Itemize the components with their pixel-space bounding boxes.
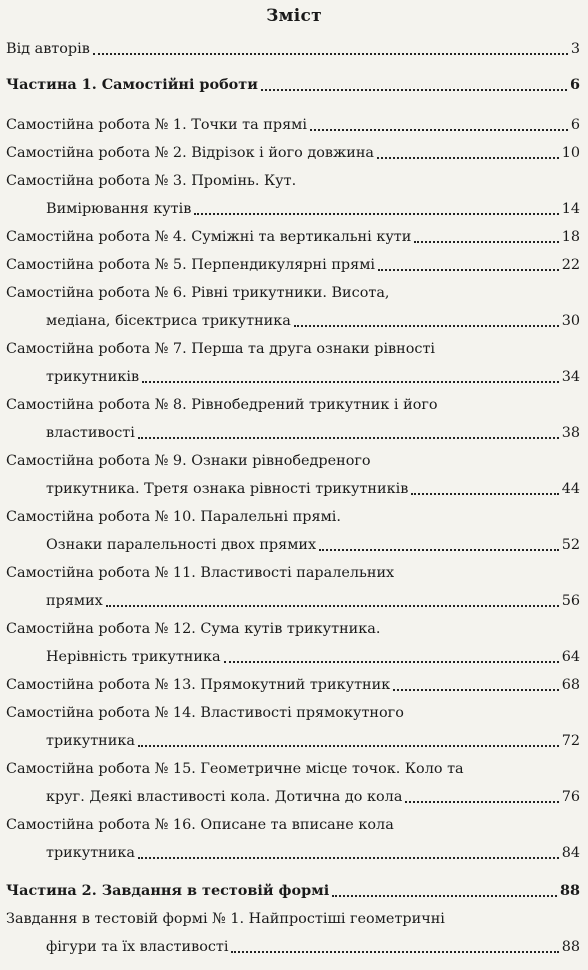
toc-entry-text: трикутників bbox=[46, 369, 140, 385]
toc-entry-text: Самостійна робота № 9. Ознаки рівнобедреного bbox=[6, 453, 371, 469]
toc-entry-text: Частина 1. Самостійні роботи bbox=[6, 76, 258, 93]
toc-entry-text: властивості bbox=[46, 425, 135, 441]
dot-leader bbox=[310, 128, 568, 131]
toc-entry bbox=[6, 880, 580, 902]
dot-leader bbox=[294, 324, 559, 327]
toc-entry bbox=[46, 366, 580, 388]
toc-entry bbox=[46, 422, 580, 444]
toc-entry-page: 56 bbox=[561, 593, 580, 609]
toc-entry-text: Самостійна робота № 1. Точки та прямі bbox=[6, 117, 307, 133]
toc-entry-text: медіана, бісектриса трикутника bbox=[46, 313, 291, 329]
toc-entry-page: 30 bbox=[561, 313, 580, 329]
toc-entry-text: Самостійна робота № 4. Суміжні та вертикальні кути bbox=[6, 229, 412, 245]
toc-entry-text: Самостійна робота № 6. Рівні трикутники. Висота, bbox=[6, 285, 390, 301]
dot-leader bbox=[224, 660, 559, 663]
toc-entry bbox=[6, 142, 580, 164]
dot-leader bbox=[138, 856, 559, 859]
dot-leader bbox=[138, 436, 559, 439]
toc-entry-page: 88 bbox=[561, 939, 580, 955]
toc-entry-text: фігури та їх властивості bbox=[46, 939, 229, 955]
toc-entry-page: 72 bbox=[561, 733, 580, 749]
toc-entry-page: 6 bbox=[569, 76, 580, 93]
dot-leader bbox=[405, 800, 558, 803]
toc-entry bbox=[46, 786, 580, 808]
toc-entry-text: Самостійна робота № 2. Відрізок і його довжина bbox=[6, 145, 374, 161]
toc-entry-text: Самостійна робота № 12. Сума кутів трикутника. bbox=[6, 621, 381, 637]
toc-entry-page: 14 bbox=[561, 201, 580, 217]
dot-leader bbox=[106, 604, 559, 607]
dot-leader bbox=[377, 156, 559, 159]
toc-entry bbox=[6, 74, 580, 96]
toc-entry bbox=[46, 310, 580, 332]
dot-leader bbox=[319, 548, 559, 551]
toc-entry-page: 38 bbox=[561, 425, 580, 441]
toc-entry-page: 64 bbox=[561, 649, 580, 665]
toc-entry bbox=[46, 730, 580, 752]
toc-entry-page: 44 bbox=[561, 481, 580, 497]
toc-entry bbox=[6, 114, 580, 136]
toc-entry bbox=[6, 226, 580, 248]
toc-entry-text: Самостійна робота № 8. Рівнобедрений трикутник і його bbox=[6, 397, 438, 413]
toc-entry bbox=[46, 936, 580, 958]
toc-entry-text: трикутника. Третя ознака рівності трикутників bbox=[46, 481, 409, 497]
toc-entry bbox=[6, 674, 580, 696]
toc-entry bbox=[46, 534, 580, 556]
toc-entry bbox=[46, 198, 580, 220]
toc-entry-text: Самостійна робота № 3. Промінь. Кут. bbox=[6, 173, 297, 189]
toc-entry-text: Частина 2. Завдання в тестовій формі bbox=[6, 882, 330, 899]
dot-leader bbox=[393, 688, 558, 691]
dot-leader bbox=[261, 88, 567, 91]
toc-entry bbox=[46, 842, 580, 864]
toc-entry-page: 34 bbox=[561, 369, 580, 385]
toc-entry-text: Самостійна робота № 16. Описане та вписане кола bbox=[6, 817, 394, 833]
dot-leader bbox=[411, 492, 558, 495]
dot-leader bbox=[138, 744, 559, 747]
toc-entry-text: Самостійна робота № 5. Перпендикулярні прямі bbox=[6, 257, 375, 273]
toc-entry-page: 10 bbox=[561, 145, 580, 161]
dot-leader bbox=[231, 950, 558, 953]
toc-entry-text: Вимірювання кутів bbox=[46, 201, 192, 217]
toc-entry-text: Ознаки паралельності двох прямих bbox=[46, 537, 317, 553]
toc-entry-text: Самостійна робота № 14. Властивості прямокутного bbox=[6, 705, 404, 721]
toc-entry-page: 6 bbox=[570, 117, 580, 133]
toc-title: Зміст bbox=[266, 6, 322, 26]
toc-entry-text: трикутника bbox=[46, 845, 135, 861]
toc-entry-text: Самостійна робота № 10. Паралельні прямі. bbox=[6, 509, 341, 525]
toc-entry-page: 22 bbox=[561, 257, 580, 273]
toc-entry-page: 18 bbox=[561, 229, 580, 245]
dot-leader bbox=[332, 894, 557, 897]
toc-entry bbox=[46, 478, 580, 500]
toc-entry-page: 52 bbox=[561, 537, 580, 553]
toc-entry-page: 76 bbox=[561, 789, 580, 805]
toc-entry-text: Самостійна робота № 7. Перша та друга ознаки рівності bbox=[6, 341, 436, 357]
toc-entry-text: Від авторів bbox=[6, 41, 90, 57]
toc-entry-text: Самостійна робота № 15. Геометричне місце точок. Коло та bbox=[6, 761, 464, 777]
dot-leader bbox=[378, 268, 559, 271]
toc-entry-text: Самостійна робота № 13. Прямокутний трикутник bbox=[6, 677, 391, 693]
dot-leader bbox=[414, 240, 558, 243]
toc-entry-page: 68 bbox=[561, 677, 580, 693]
toc-entry-text: Завдання в тестовій формі № 1. Найпростіші геометричні bbox=[6, 911, 445, 927]
toc-entry bbox=[46, 590, 580, 612]
dot-leader bbox=[142, 380, 559, 383]
dot-leader bbox=[194, 212, 558, 215]
toc-entry-page: 84 bbox=[561, 845, 580, 861]
toc-entry-page: 88 bbox=[559, 882, 580, 899]
toc-entry bbox=[46, 646, 580, 668]
toc-entry-page: 3 bbox=[570, 41, 580, 57]
toc-entry-text: Самостійна робота № 11. Властивості паралельних bbox=[6, 565, 395, 581]
toc-entry-text: круг. Деякі властивості кола. Дотична до кола bbox=[46, 789, 403, 805]
toc-entry bbox=[6, 254, 580, 276]
dot-leader bbox=[93, 52, 568, 55]
toc-entry-text: прямих bbox=[46, 593, 103, 609]
toc-entry bbox=[6, 38, 580, 60]
toc-entry-text: трикутника bbox=[46, 733, 135, 749]
toc-entry-text: Нерівність трикутника bbox=[46, 649, 221, 665]
